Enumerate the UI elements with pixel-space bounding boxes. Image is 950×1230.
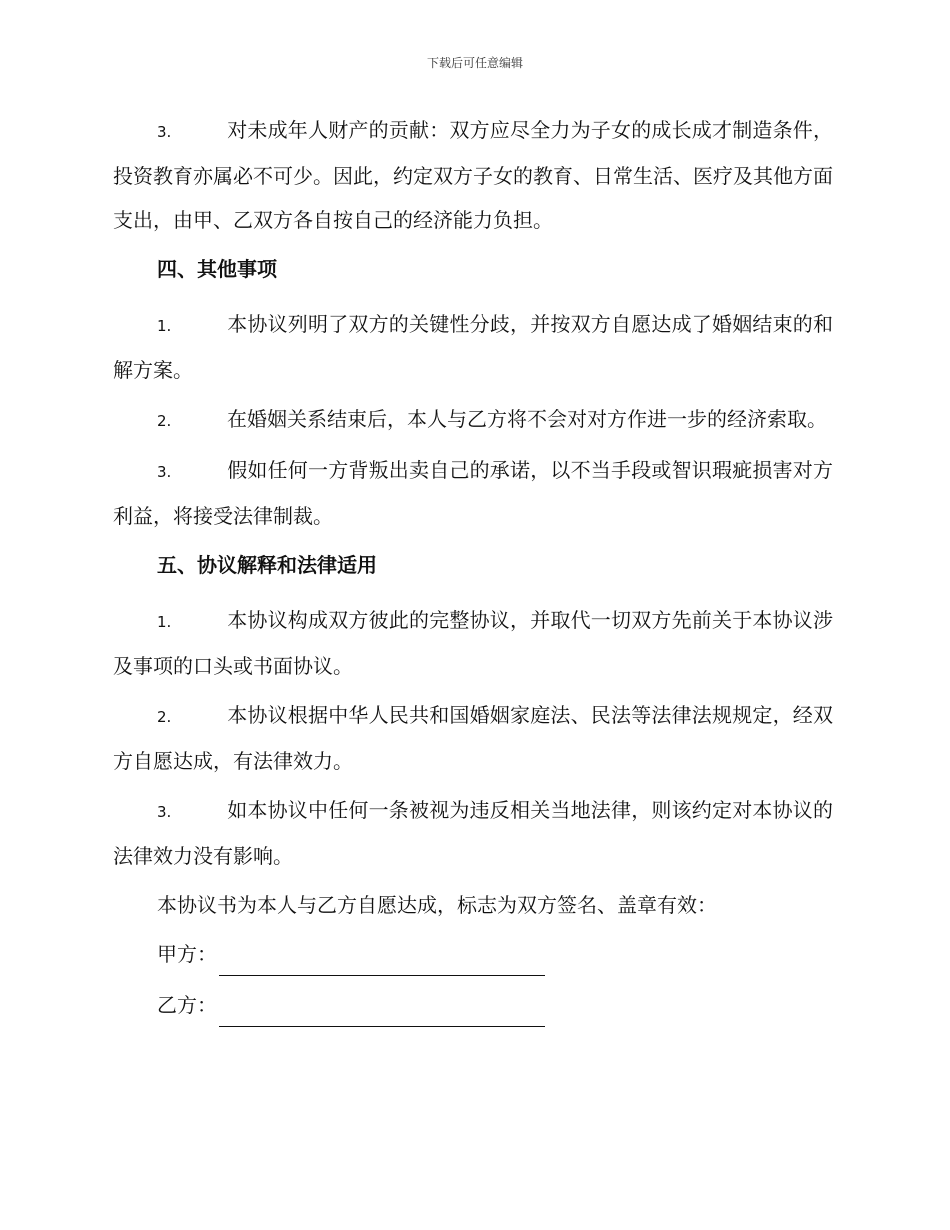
- party-b-label: 乙方：: [157, 993, 217, 1017]
- clause-text: 在婚姻关系结束后，本人与乙方将不会对对方作进一步的经济索取。: [227, 407, 827, 431]
- clause-number: 2.: [157, 412, 172, 430]
- party-a-signature-row: [157, 932, 833, 976]
- clause-number: 1.: [157, 317, 172, 335]
- clause-4-3: [113, 448, 833, 538]
- clause-4-2: [113, 397, 833, 443]
- clause-5-1: [113, 598, 833, 688]
- clause-4-1: [113, 302, 833, 392]
- clause-number: 3.: [157, 463, 172, 481]
- clause-number: 3.: [157, 803, 172, 821]
- clause-5-2: [113, 693, 833, 783]
- clause-text: 本协议构成双方彼此的完整协议，并取代一切双方先前关于本协议涉及事项的口头或书面协议。: [113, 608, 833, 678]
- closing-statement: 本协议书为本人与乙方自愿达成，标志为双方签名、盖章有效：: [157, 893, 717, 917]
- clause-number: 2.: [157, 708, 172, 726]
- party-b-signature-line: [219, 996, 545, 1027]
- document-body: [113, 108, 833, 1034]
- clause-text: 对未成年人财产的贡献：双方应尽全力为子女的成长成才制造条件，投资教育亦属必不可少。因此，约定双方子女的教育、日常生活、医疗及其他方面支出，由甲、乙双方各自按自己的经济能力负担。: [113, 118, 833, 232]
- party-a-signature-line: [219, 945, 545, 976]
- clause-text: 假如任何一方背叛出卖自己的承诺，以不当手段或智识瑕疵损害对方利益，将接受法律制裁。: [113, 458, 833, 528]
- clause-text: 本协议列明了双方的关键性分歧，并按双方自愿达成了婚姻结束的和解方案。: [113, 312, 833, 382]
- clause-text: 本协议根据中华人民共和国婚姻家庭法、民法等法律法规规定，经双方自愿达成，有法律效力。: [113, 703, 833, 773]
- section-4-heading: 四、其他事项: [157, 257, 277, 281]
- clause-3-3: [113, 108, 833, 242]
- clause-5-3: [113, 788, 833, 878]
- section-5-heading: 五、协议解释和法律适用: [157, 553, 377, 577]
- party-b-signature-row: [157, 983, 833, 1027]
- clause-number: 3.: [157, 123, 172, 141]
- clause-number: 1.: [157, 613, 172, 631]
- page-header-note: 下载后可任意编辑: [426, 56, 523, 70]
- clause-text: 如本协议中任何一条被视为违反相关当地法律，则该约定对本协议的法律效力没有影响。: [113, 798, 833, 868]
- party-a-label: 甲方：: [157, 942, 217, 966]
